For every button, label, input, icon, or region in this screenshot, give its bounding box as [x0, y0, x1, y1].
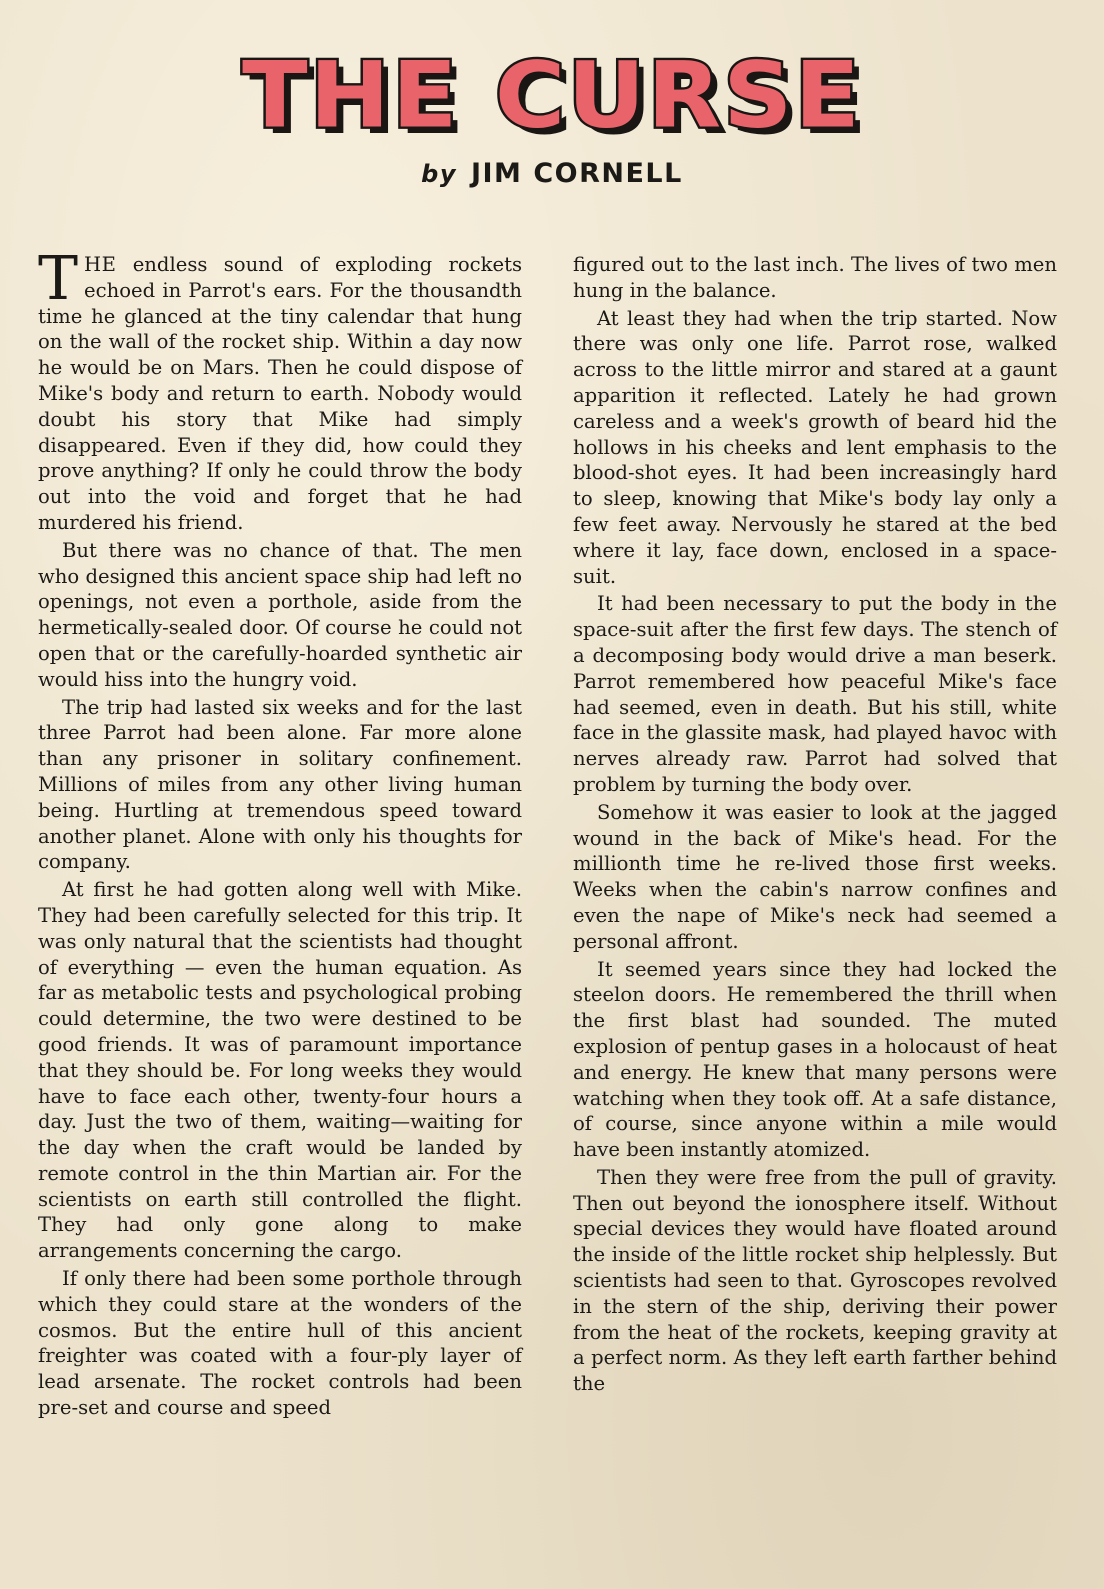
paragraph: Then they were free from the pull of gravity. Then out beyond the ionosphere itself. Without special devices they would have floated around the inside of the little rocket ship helplessly. But scientists had seen to that. Gyroscopes revolved in the stern of the ship, deriving their power from the heat of the rockets, keeping gravity at a perfect norm. As they left earth farther behind the	[573, 1165, 1057, 1396]
title-block	[0, 40, 1104, 150]
opening-text: endless sound of exploding rockets echoed in Parrot's ears. For the thousandth time he glanced at the tiny calendar that hung on the wall of the rocket ship. Within a day now he would be on Mars. Then he could dispose of Mike's body and return to earth. Nobody would doubt his story that Mike had simply disappeared. Even if they did, how could they prove anything? If only he could throw the body out into the void and forget that he had murdered his friend.	[38, 253, 522, 534]
byline	[0, 158, 1104, 189]
author-name: JIM CORNELL	[470, 158, 683, 189]
byline-by: by	[421, 160, 457, 188]
paragraph: At least they had when the trip started. Now there was only one life. Parrot rose, walked across to the little mirror and stared at a gaunt apparition it reflected. Lately he had grown careless and a week's growth of beard hid the hollows in his cheeks and lent emphasis to the blood-shot eyes. It had been increasingly hard to sleep, knowing that Mike's body lay only a few feet away. Nervously he stared at the bed where it lay, face down, enclosed in a space-suit.	[573, 306, 1057, 588]
paragraph: But there was no chance of that. The men who designed this ancient space ship had left no openings, not even a porthole, aside from the hermetically-sealed door. Of course he could not open that or the carefully-hoarded synthetic air would hiss into the hungry void.	[38, 538, 522, 691]
opening-smallcaps: HE	[84, 253, 117, 276]
paragraph: The trip had lasted six weeks and for the last three Parrot had been alone. Far more alone than any prisoner in solitary confinement. Millions of miles from any other living human being. Hurtling at tremendous speed toward another planet. Alone with only his thoughts for company.	[38, 695, 522, 874]
paragraph: If only there had been some porthole through which they could stare at the wonders of the cosmos. But the entire hull of this ancient freighter was coated with a four-ply layer of lead arsenate. The rocket controls had been pre-set and course and speed	[38, 1267, 522, 1420]
paragraph: Somehow it was easier to look at the jagged wound in the back of Mike's head. For the millionth time he re-lived those first weeks. Weeks when the cabin's narrow confines and even the nape of Mike's neck had seemed a personal affront.	[573, 800, 1057, 953]
drop-cap: T	[38, 244, 79, 314]
left-column	[38, 244, 522, 1423]
paragraph: At first he had gotten along well with Mike. They had been carefully selected for this trip. It was only natural that the scientists had thought of everything — even the human equation. As far as metabolic tests and psychological probing could determine, the two were destined to be good friends. It was of paramount importance that they should be. For long weeks they would have to face each other, twenty-four hours a day. Just the two of them, waiting—waiting for the day when the craft would be landed by remote control in the thin Martian air. For the scientists on earth still controlled the flight. They had only gone along to make arrangements concerning the cargo.	[38, 878, 522, 1263]
right-column	[573, 252, 1057, 1399]
paragraph: It seemed years since they had locked the steelon doors. He remembered the thrill when the first blast had sounded. The muted explosion of pentup gases in a holocaust of heat and energy. He knew that many persons were watching when they took off. At a safe distance, of course, since anyone within a mile would have been instantly atomized.	[573, 957, 1057, 1162]
story-title: THE CURSE	[242, 41, 862, 149]
continued-paragraph: figured out to the last inch. The lives of two men hung in the balance.	[573, 253, 1057, 302]
opening-paragraph	[38, 244, 522, 536]
paragraph: It had been necessary to put the body in the space-suit after the first few days. The stench of a decomposing body would drive a man beserk. Parrot remembered how peaceful Mike's face had seemed, even in death. But his still, white face in the glassite mask, had played havoc with nerves already raw. Parrot had solved that problem by turning the body over.	[573, 592, 1057, 796]
